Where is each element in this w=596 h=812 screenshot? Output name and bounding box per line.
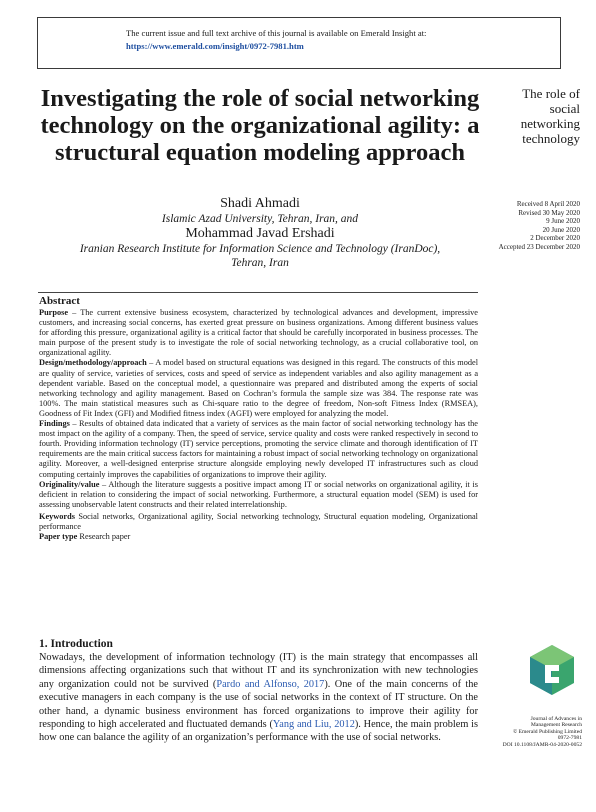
keywords-text: Social networks, Organizational agility, Social networking technology, Structural equation modeling, Organizational performance [39,511,478,531]
date-line: Revised 30 May 2020 [518,208,580,217]
paper-type-text: Research paper [77,532,131,542]
date-line: Received 8 April 2020 [516,200,580,208]
findings-text: – Results of obtained data indicated that a variety of services as the main factor of social networking technology has the most impact on the agility of a company. Then, the speed of service, service quality and costs were ranked respectively in second to fourth. Providing information technology (IT) service perceptions, promoting the service climate and thorough identification of IT requirements are the main critical success factors for maintaining a robust impact of social networking technology on organizational agility. Moreover, a well-designed enterprise structure alongside employing newly developed IT infrastructures such as cloud computing certainly improves the capabilities of organizations to improve their agility. [39,419,478,479]
doi-line: DOI 10.1108/JAMR-04-2020-0052 [502,741,582,748]
intro-text-2: ). One of the main concerns of the executive managers in each company is the use of social networks in the context of IT structure. On the other hand, a dynamic business environment has forced organizations to improve their agility for responding to high accelerated and fluctuated demands ( [39,678,479,731]
author-affiliation-2b: Tehran, Iran [231,257,289,269]
date-line: 20 June 2020 [542,225,580,234]
abstract-design [39,358,478,419]
journal-name: Management Research [530,722,582,729]
banner-text: The current issue and full text archive of this journal is available on Emerald Insight at: [126,28,427,38]
intro-paragraph [39,651,478,745]
author-affiliation-2a: Iranian Research Institute for Information Science and Technology (IranDoc), [79,243,441,255]
publisher-line: © Emerald Publishing Limited [512,728,582,735]
paper-title: Investigating the role of social networking technology on the organizational agility: a structural equation modeling approach [40,85,480,166]
intro-text-1: Nowadays, the development of information technology (IT) is the main strategy that encompasses all dimensions affecting organizations such that without IT and its synchronization with new technologies any organization could not be survived ( [39,652,478,690]
journal-info [486,716,582,748]
journal-name: Journal of Advances in [530,716,582,722]
intro-text-3: ). Hence, the main problem is how one can balance the agility of an organization’s performance with the use of social networks. [39,719,478,744]
design-label: Design/methodology/approach [39,358,147,368]
citation-link[interactable]: Yang and Liu, 2012 [272,719,355,731]
issn-line: 0972-7981 [557,735,582,742]
date-line: 9 June 2020 [546,217,580,226]
keywords-label: Keywords [39,511,75,521]
author-name-1: Shadi Ahmadi [220,196,300,211]
author-name-2: Mohammad Javad Ershadi [185,226,335,241]
journal-logo-icon [527,643,577,703]
abstract-section [39,294,478,542]
originality-text: – Although the literature suggests a positive impact among IT or social networks on organizational agility, it is deficient in relation to considering the impact of social networking. Furthermore, a structural equation model (SEM) is used for assessing unobservable latent constructs and their related interrelationship. [39,479,478,509]
abstract-originality [39,480,478,510]
keywords [39,512,478,532]
date-line: 2 December 2020 [530,234,580,243]
history-dates [470,200,580,252]
journal-url-link[interactable]: https://www.emerald.com/insight/0972-7981.htm [126,41,304,51]
running-title: The role of social networking technology [520,86,580,146]
abstract-purpose [39,308,478,358]
purpose-text: – The current extensive business ecosystem, characterized by technological advances and development, impressive customers, and increasing social concerns, has exerted great pressure on business organizations. Among different business values for affording this pressure, organizational agility is a critical factor that should be carefully incorporated in business processes. The main purpose of the present study is to investigate the role of social networking technology, as a crucial collaborative tool, on organizational agility. [39,308,478,358]
date-line: Accepted 23 December 2020 [498,242,580,251]
purpose-label: Purpose [39,308,69,317]
abstract-divider [38,292,478,293]
paper-type [39,532,478,542]
paper-type-label: Paper type [39,532,78,542]
citation-link[interactable]: Pardo and Alfonso, 2017 [216,678,325,690]
findings-label: Findings [39,419,70,429]
introduction-section [39,638,478,745]
abstract-heading: Abstract [39,295,80,307]
abstract-findings [39,419,478,480]
author-block [36,196,484,270]
originality-label: Originality/value [39,479,100,489]
archive-banner [37,17,561,69]
design-text: – A model based on structural equations was designed in this regard. The constructs of this model are quality of service, varieties of services, costs and speed of service as independent variables and also agility management as a dependent variable. Based on the conceptual model, a questionnaire was prepared and distributed among the experts of social networking technology and agility management. Based on Cochran’s formula the sample size was 384. The response rate was 100%. The main statistical measures such as Chi-square ratio to the degree of freedom, Non-soft Fitness Index (RMSEA), Goodness of Fit Index (GFI) and Modified fitness index (AGFI) were employed for analyzing the model. [39,358,478,418]
section-heading: 1. Introduction [39,638,113,650]
author-affiliation-1: Islamic Azad University, Tehran, Iran, and [161,213,359,225]
